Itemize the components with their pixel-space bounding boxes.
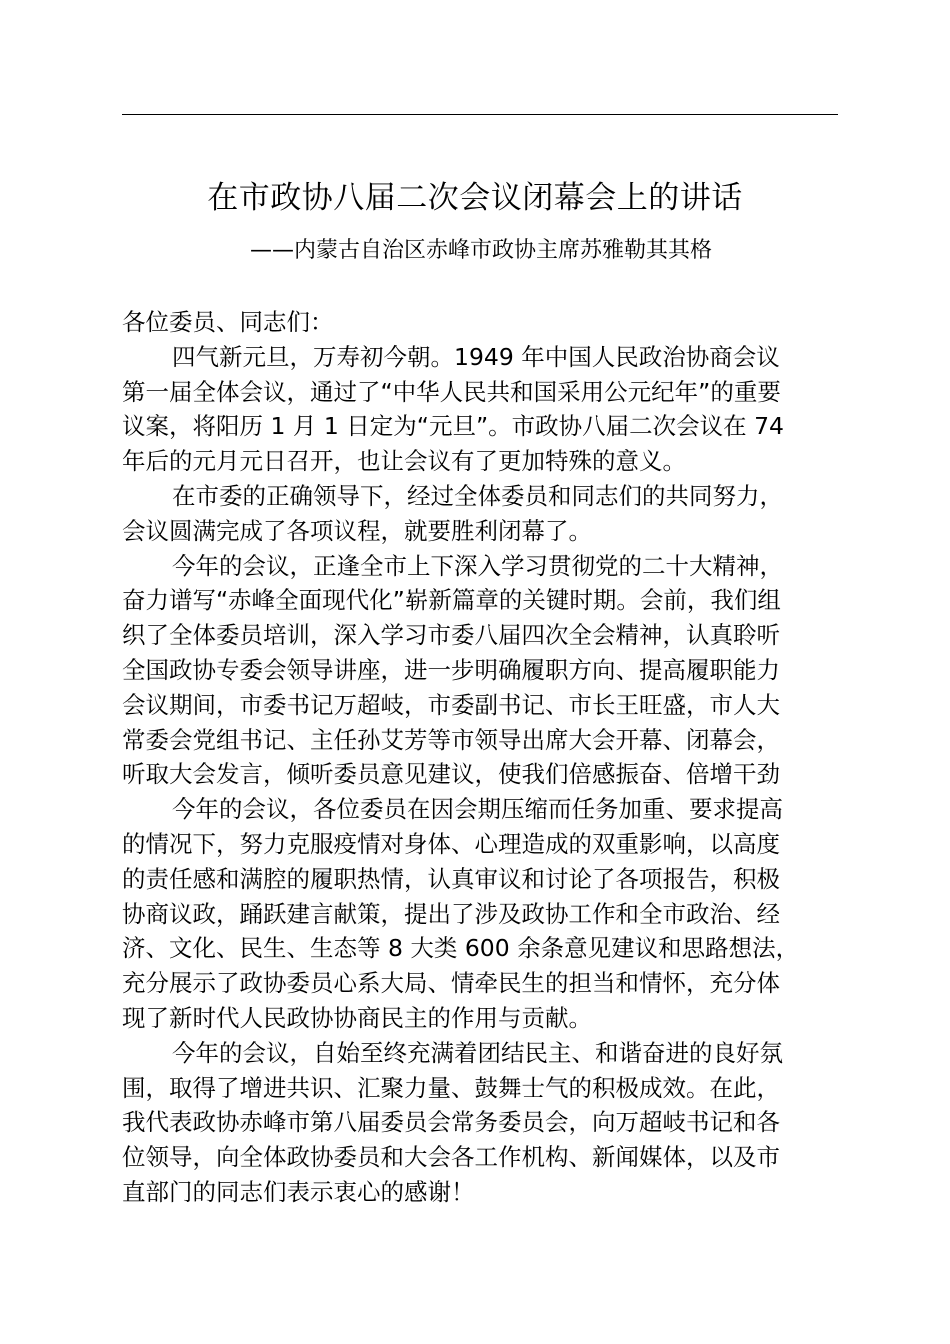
- paragraph-line: 直部门的同志们表示衷心的感谢！: [122, 1177, 475, 1206]
- paragraph-line: 第一届全体会议，通过了“中华人民共和国采用公元纪年”的重要: [122, 377, 781, 406]
- paragraph-line: 的责任感和满腔的履职热情，认真审议和讨论了各项报告，积极: [122, 864, 780, 893]
- greeting: 各位委员、同志们：: [122, 308, 334, 336]
- paragraph-line: 常委会党组书记、主任孙艾芳等市领导出席大会开幕、闭幕会，: [122, 725, 780, 754]
- paragraph-line: 充分展示了政协委员心系大局、情牵民生的担当和情怀，充分体: [122, 969, 780, 998]
- paragraph-1: [122, 340, 838, 479]
- paragraph-line: 议案，将阳历 1 月 1 日定为“元旦”。市政协八届二次会议在 74: [122, 412, 785, 441]
- paragraph-line: 的情况下，努力克服疫情对身体、心理造成的双重影响，以高度: [122, 829, 780, 858]
- paragraph-line: 位领导，向全体政协委员和大会各工作机构、新闻媒体，以及市: [122, 1143, 780, 1172]
- speech-subtitle: ——内蒙古自治区赤峰市政协主席苏雅勒其其格: [249, 238, 712, 263]
- paragraph-3: [122, 549, 838, 793]
- paragraph-line: 围，取得了增进共识、汇聚力量、鼓舞士气的积极成效。在此，: [122, 1073, 780, 1102]
- speech-title: 在市政协八届二次会议闭幕会上的讲话: [207, 180, 743, 216]
- paragraph-line: 在市委的正确领导下，经过全体委员和同志们的共同努力，: [172, 481, 783, 510]
- paragraph-4: [122, 792, 838, 1036]
- paragraph-line: 织了全体委员培训，深入学习市委八届四次全会精神，认真聆听: [122, 621, 780, 650]
- paragraph-line: 会议期间，市委书记万超岐，市委副书记、市长王旺盛，市人大: [122, 690, 780, 719]
- paragraph-line: 年后的元月元日召开，也让会议有了更加特殊的意义。: [122, 447, 686, 476]
- paragraph-line: 奋力谱写“赤峰全面现代化”崭新篇章的关键时期。会前，我们组: [122, 586, 781, 615]
- paragraph-line: 济、文化、民生、生态等 8 大类 600 余条意见建议和思路想法，: [122, 934, 800, 963]
- paragraph-line: 协商议政，踊跃建言献策，提出了涉及政协工作和全市政治、经: [122, 899, 780, 928]
- header-rule: [122, 114, 838, 115]
- paragraph-5: [122, 1036, 838, 1210]
- paragraph-line: 全国政协专委会领导讲座，进一步明确履职方向、提高履职能力: [122, 655, 780, 684]
- paragraph-line: 会议圆满完成了各项议程，就要胜利闭幕了。: [122, 516, 592, 545]
- paragraph-line: 今年的会议，各位委员在因会期压缩而任务加重、要求提高: [172, 795, 783, 824]
- paragraph-line: 四气新元旦，万寿初今朝。1949 年中国人民政治协商会议: [172, 342, 780, 371]
- paragraph-line: 今年的会议，正逢全市上下深入学习贯彻党的二十大精神，: [172, 551, 783, 580]
- paragraph-2: [122, 479, 838, 549]
- speech-body: [122, 305, 838, 1210]
- paragraph-line: 听取大会发言，倾听委员意见建议，使我们倍感振奋、倍增干劲: [122, 760, 780, 789]
- paragraph-line: 现了新时代人民政协协商民主的作用与贡献。: [122, 1003, 592, 1032]
- paragraph-line: 我代表政协赤峰市第八届委员会常务委员会，向万超岐书记和各: [122, 1108, 780, 1137]
- paragraph-line: 今年的会议，自始至终充满着团结民主、和谐奋进的良好氛: [172, 1038, 783, 1067]
